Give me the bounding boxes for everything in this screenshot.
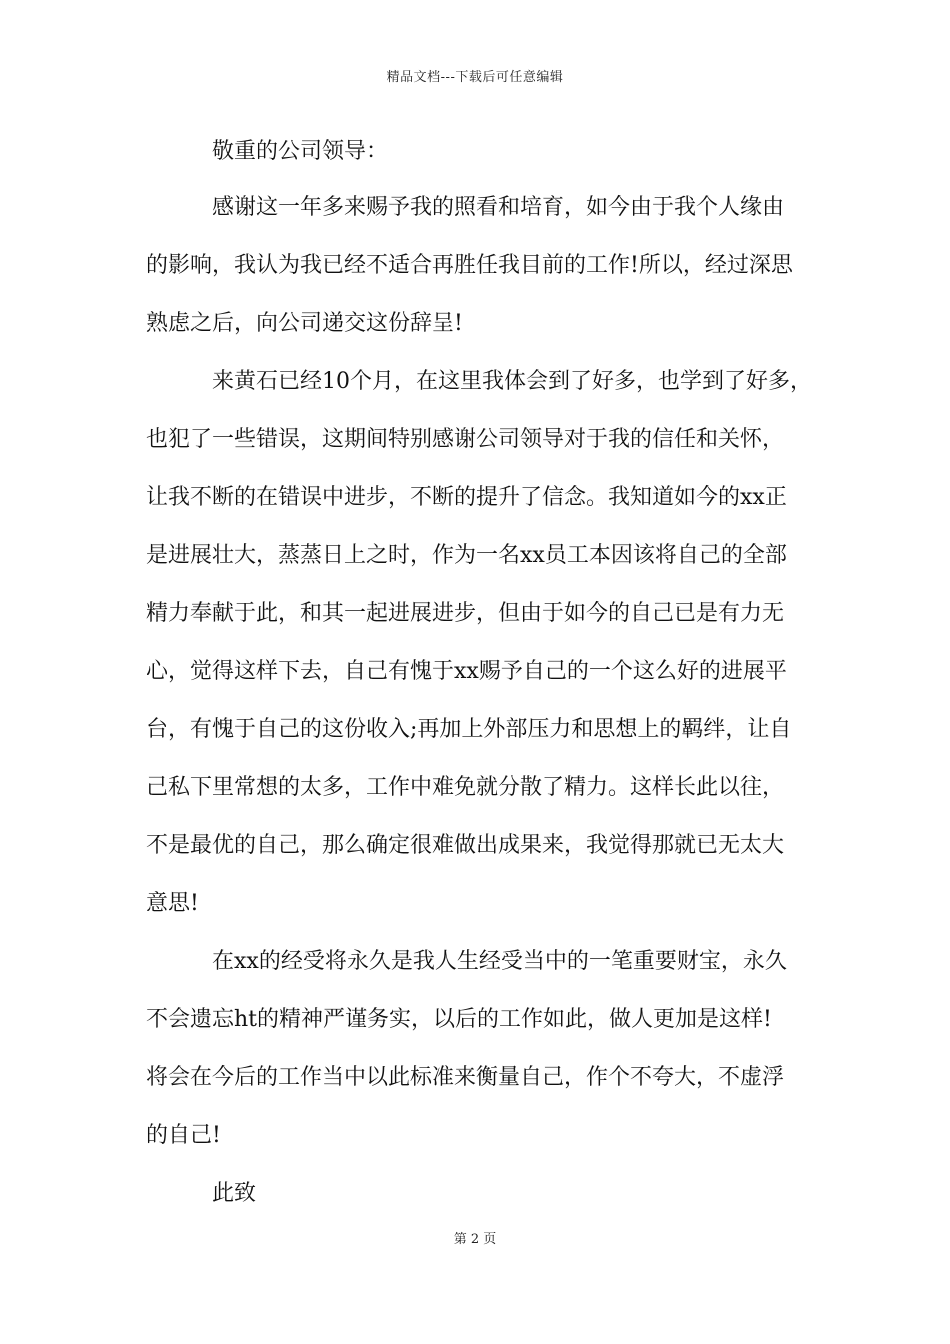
body-line-14: 在xx的经受将永久是我人生经受当中的一笔重要财宝，永久: [212, 949, 787, 974]
closing-line: 此致: [212, 1181, 257, 1206]
body-line-11: 己私下里常想的太多，工作中难免就分散了精力。这样长此以往，: [146, 775, 785, 800]
page-header: 精品文档---下载后可任意编辑: [386, 70, 564, 85]
body-line-13: 意思!: [146, 891, 199, 916]
body-line-2: 的影响，我认为我已经不适合再胜任我目前的工作!所以，经过深思: [146, 253, 793, 278]
body-line-9: 心，觉得这样下去，自己有愧于xx赐予自己的一个这么好的进展平: [146, 659, 787, 684]
body-line-3: 熟虑之后，向公司递交这份辞呈!: [146, 311, 463, 336]
body-line-15: 不会遗忘ht的精神严谨务实，以后的工作如此，做人更加是这样!: [146, 1007, 772, 1032]
body-line-6: 让我不断的在错误中进步，不断的提升了信念。我知道如今的xx正: [146, 485, 787, 510]
body-line-16: 将会在今后的工作当中以此标准来衡量自己，作个不夸大，不虚浮: [146, 1065, 785, 1090]
body-line-17: 的自己!: [146, 1123, 221, 1148]
salutation: 敬重的公司领导：: [212, 139, 389, 164]
body-line-10: 台，有愧于自己的这份收入;再加上外部压力和思想上的羁绊，让自: [146, 717, 792, 742]
page-number: 第 2 页: [453, 1232, 497, 1247]
body-line-12: 不是最优的自己，那么确定很难做出成果来，我觉得那就已无太大: [146, 833, 785, 858]
body-line-5: 也犯了一些错误，这期间特别感谢公司领导对于我的信任和关怀，: [146, 427, 785, 452]
body-line-4: 来黄石已经10个月，在这里我体会到了好多，也学到了好多，: [212, 369, 812, 394]
body-line-1: 感谢这一年多来赐予我的照看和培育，如今由于我个人缘由: [212, 195, 785, 220]
body-line-8: 精力奉献于此，和其一起进展进步，但由于如今的自己已是有力无: [146, 601, 785, 626]
body-line-7: 是进展壮大，蒸蒸日上之时，作为一名xx员工本因该将自己的全部: [146, 543, 787, 568]
